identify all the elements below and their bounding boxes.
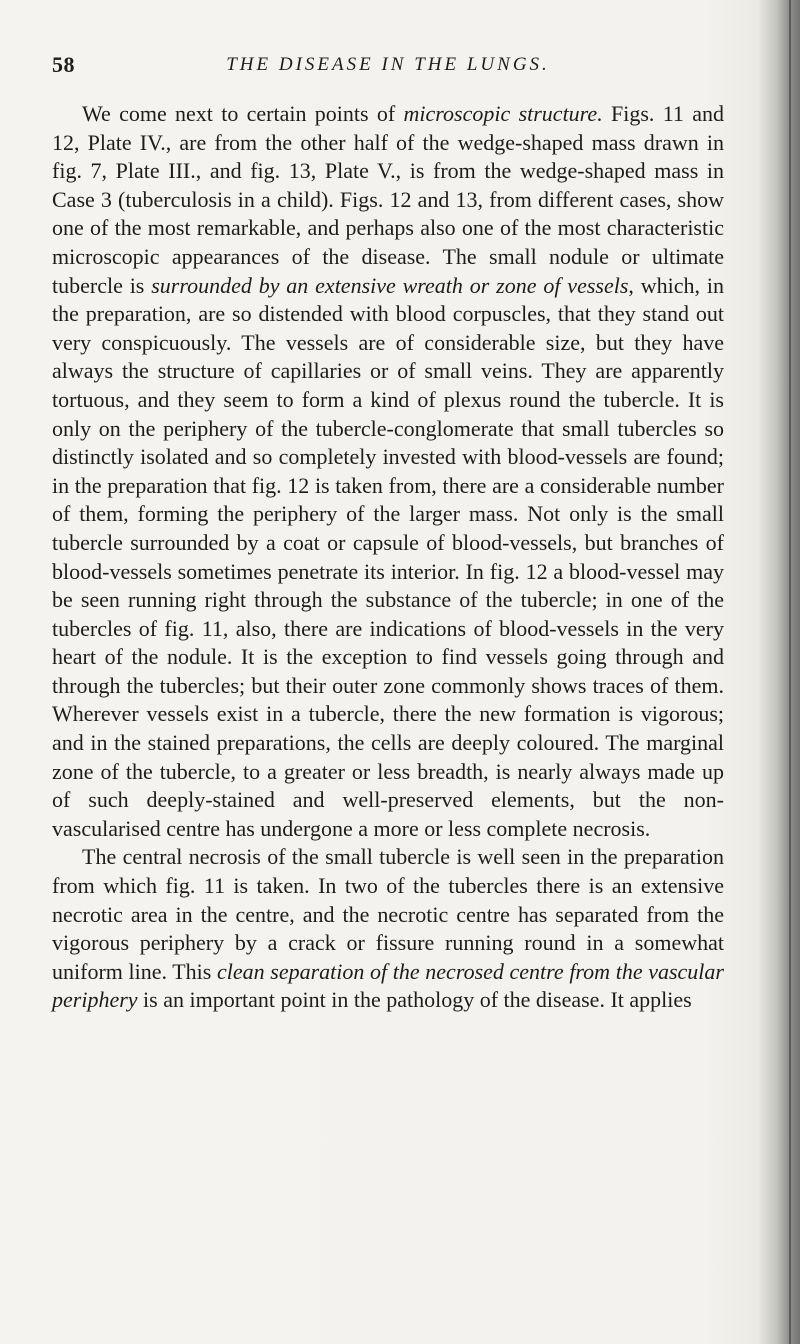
body-text (52, 100, 724, 1015)
text-segment: The central necrosis of the small tubercle is well seen in the preparation from which fig. 11 is taken. In two of the tubercles there is an extensive necrotic area in the centre, and the necrotic centre has separated from the vigorous periphery by a crack or fissure running round in a somewhat uniform line. This (52, 844, 724, 984)
page-header (52, 52, 724, 92)
text-segment: , which, in the preparation, are so distended with blood corpuscles, that they stand out very conspicuously. The vessels are of considerable size, but they have always the structure of capillaries or of small veins. They are apparently tortuous, and they seem to form a kind of plexus round the tubercle. It is only on the periphery of the tubercle-conglomerate that small tubercles so distinctly isolated and so completely invested with blood-vessels are found; in the preparation that fig. 12 is taken from, there are a considerable number of them, forming the periphery of the larger mass. Not only is the small tubercle surrounded by a coat or capsule of blood-vessels, but branches of blood-vessels sometimes penetrate its interior. In fig. 12 a blood-vessel may be seen running right through the substance of the tubercle; in one of the tubercles of fig. 11, also, there are indications of blood-vessels in the very heart of the nodule. It is the exception to find vessels going through and through the tubercles; but their outer zone commonly shows traces of them. Wherever vessels exist in a tubercle, there the new formation is vigorous; and in the stained preparations, the cells are deeply coloured. The marginal zone of the tubercle, to a greater or less breadth, is nearly always made up of such deeply-stained and well-preserved elements, but the non-vascularised centre has undergone a more or less complete necrosis. (52, 272, 724, 841)
page-edge-line (789, 0, 791, 1344)
page-number: 58 (52, 52, 75, 77)
text-segment: is an important point in the pathology of the disease. It applies (137, 987, 692, 1013)
running-head: THE DISEASE IN THE LUNGS. (226, 54, 550, 75)
text-segment: We come next to certain points of (82, 101, 404, 126)
paragraph-1 (52, 100, 724, 843)
italic-segment: clean separation of the necrosed centre from the vascular periphery (52, 958, 724, 1013)
italic-segment: surrounded by an extensive wreath or zone of vessels (151, 272, 629, 298)
paragraph-2 (52, 843, 724, 1015)
page-edge-shadow (758, 0, 800, 1344)
italic-segment: microscopic structure. (403, 101, 603, 126)
text-segment: Figs. 11 and 12, Plate IV., are from the other half of the wedge-shaped mass drawn in fig. 7, Plate III., and fig. 13, Plate V., is from the wedge-shaped mass in Case 3 (tuberculosis in a child). Figs. 12 and 13, from different cases, show one of the most remarkable, and perhaps also one of the most characteristic microscopic appearances of the disease. The small nodule or ultimate tubercle is (52, 101, 724, 298)
